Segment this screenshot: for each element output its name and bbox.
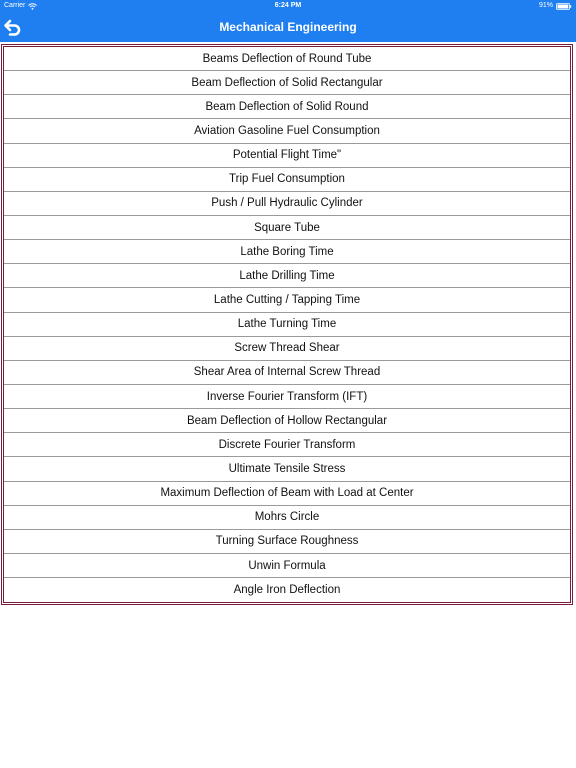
list-item[interactable]	[4, 168, 570, 192]
list-item-label: Potential Flight Time"	[232, 149, 342, 162]
list-item[interactable]	[4, 216, 570, 240]
status-bar	[0, 0, 576, 12]
list-item[interactable]	[4, 144, 570, 168]
list-item[interactable]	[4, 264, 570, 288]
list-item-label: Beam Deflection of Hollow Rectangular	[186, 414, 388, 427]
list-item-label: Unwin Formula	[248, 559, 326, 572]
list-item[interactable]	[4, 554, 570, 578]
list-item[interactable]	[4, 506, 570, 530]
list-item[interactable]	[4, 47, 570, 71]
list-item[interactable]	[4, 288, 570, 312]
list-item[interactable]	[4, 457, 570, 481]
list-item[interactable]	[4, 409, 570, 433]
list-item[interactable]	[4, 433, 570, 457]
list-item[interactable]	[4, 71, 570, 95]
list-item-label: Beam Deflection of Solid Round	[205, 100, 369, 113]
list-item-label: Lathe Boring Time	[240, 245, 334, 258]
list-item-label: Aviation Gasoline Fuel Consumption	[194, 124, 380, 137]
list-item[interactable]	[4, 192, 570, 216]
list-item-label: Turning Surface Roughness	[215, 535, 359, 548]
list-item-label: Maximum Deflection of Beam with Load at Center	[160, 487, 414, 500]
battery-percent: 91%	[538, 2, 553, 9]
list-item[interactable]	[4, 95, 570, 119]
nav-bar	[0, 12, 576, 42]
calculator-list-frame	[1, 44, 573, 605]
list-item-label: Mohrs Circle	[254, 511, 320, 524]
list-item[interactable]	[4, 482, 570, 506]
list-item-label: Lathe Cutting / Tapping Time	[213, 293, 361, 306]
battery-icon	[556, 3, 572, 10]
list-item-label: Square Tube	[254, 221, 320, 234]
list-item-label: Push / Pull Hydraulic Cylinder	[211, 197, 363, 210]
list-item-label: Discrete Fourier Transform	[218, 438, 356, 451]
list-item-label: Lathe Turning Time	[237, 318, 337, 331]
list-item[interactable]	[4, 240, 570, 264]
list-item-label: Inverse Fourier Transform (IFT)	[206, 390, 368, 403]
page-title: Mechanical Engineering	[219, 20, 357, 34]
list-item[interactable]	[4, 530, 570, 554]
list-item[interactable]	[4, 119, 570, 143]
status-time: 6:24 PM	[274, 2, 302, 9]
status-right	[539, 0, 572, 12]
list-item-label: Beam Deflection of Solid Rectangular	[191, 76, 383, 89]
list-item-label: Trip Fuel Consumption	[229, 173, 345, 186]
list-item-label: Ultimate Tensile Stress	[228, 462, 346, 475]
list-item[interactable]	[4, 313, 570, 337]
list-item-label: Beams Deflection of Round Tube	[202, 52, 372, 65]
list-item[interactable]	[4, 361, 570, 385]
list-item[interactable]	[4, 337, 570, 361]
list-item[interactable]	[4, 578, 570, 602]
carrier-label: Carrier	[4, 2, 26, 9]
list-item-label: Angle Iron Deflection	[233, 584, 341, 597]
list-item-label: Lathe Drilling Time	[239, 269, 335, 282]
list-item[interactable]	[4, 385, 570, 409]
calculator-list	[3, 46, 571, 603]
list-item-label: Screw Thread Shear	[234, 342, 340, 355]
list-item-label: Shear Area of Internal Screw Thread	[193, 366, 381, 379]
